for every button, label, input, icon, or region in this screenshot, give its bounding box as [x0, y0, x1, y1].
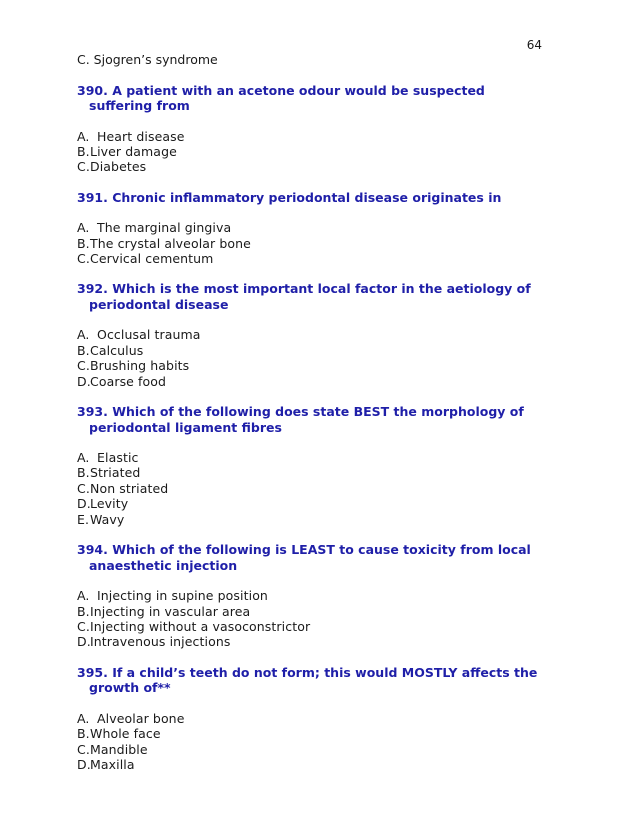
question-stem-line: 390. A patient with an acetone odour would be suspected [77, 82, 485, 98]
option-text: The crystal alveolar bone [90, 235, 251, 251]
spacer [77, 312, 547, 327]
question-block [77, 542, 547, 665]
option-text: Mandible [90, 741, 148, 757]
answer-option [77, 512, 547, 527]
answer-option [77, 726, 547, 741]
spacer [77, 114, 547, 129]
option-letter: C. [77, 251, 90, 267]
answer-option [77, 634, 547, 649]
option-text: Alveolar bone [97, 710, 185, 726]
option-letter: C. [77, 159, 90, 175]
option-letter: D. [77, 756, 91, 772]
option-letter: C. [77, 741, 90, 757]
answer-option [77, 129, 547, 144]
option-text: Occlusal trauma [97, 327, 201, 343]
option-letter: A. [77, 450, 90, 466]
leading-option: C. Sjogren’s syndrome [77, 52, 218, 67]
question-stem [77, 190, 547, 206]
spacer [77, 650, 547, 665]
questions-container [77, 83, 547, 773]
answer-option [77, 343, 547, 358]
option-text: Whole face [90, 726, 161, 742]
option-letter: A. [77, 588, 90, 604]
answer-option [77, 159, 547, 174]
answer-option [77, 358, 547, 373]
option-text: Injecting in supine position [97, 588, 268, 604]
option-letter: D. [77, 634, 91, 650]
option-letter: D. [77, 496, 91, 512]
option-letter: A. [77, 220, 90, 236]
option-letter: B. [77, 726, 90, 742]
option-letter: C. [77, 618, 90, 634]
answer-option [77, 711, 547, 726]
option-text: Brushing habits [90, 358, 190, 374]
question-stem [77, 281, 547, 312]
option-letter: B. [77, 143, 90, 159]
spacer [77, 68, 547, 83]
option-text: Maxilla [90, 756, 135, 772]
option-text: Elastic [97, 450, 139, 466]
option-text: Liver damage [90, 143, 177, 159]
question-stem [77, 665, 547, 696]
question-stem-line: periodontal ligament fibres [89, 419, 282, 435]
question-block [77, 83, 547, 190]
question-list [77, 52, 547, 772]
option-text: Coarse food [90, 373, 167, 389]
question-stem-line: periodontal disease [89, 296, 229, 312]
option-letter: A. [77, 710, 90, 726]
answer-option [77, 450, 547, 465]
option-letter: E. [77, 511, 90, 527]
question-stem-line: growth of** [89, 680, 171, 696]
option-letter: A. [77, 327, 90, 343]
answer-option [77, 604, 547, 619]
answer-option [77, 742, 547, 757]
option-text: Wavy [90, 511, 125, 527]
option-text: Heart disease [97, 128, 185, 144]
question-stem-line: 393. Which of the following does state BEST the morphology of [77, 404, 524, 420]
question-stem [77, 83, 547, 114]
option-letter: B. [77, 603, 90, 619]
spacer [77, 435, 547, 450]
answer-option [77, 588, 547, 603]
answer-option [77, 481, 547, 496]
option-text: Non striated [90, 480, 169, 496]
spacer [77, 266, 547, 281]
answer-option [77, 327, 547, 342]
option-letter: C. [77, 358, 90, 374]
question-block [77, 404, 547, 542]
question-block [77, 665, 547, 773]
question-block [77, 281, 547, 404]
answer-option [77, 465, 547, 480]
question-stem-line: 391. Chronic inflammatory periodontal disease originates in [77, 189, 502, 205]
option-text: Calculus [90, 342, 144, 358]
spacer [77, 205, 547, 220]
answer-option [77, 496, 547, 511]
question-stem-line: 395. If a child’s teeth do not form; this would MOSTLY affects the [77, 664, 538, 680]
option-letter: B. [77, 342, 90, 358]
spacer [77, 389, 547, 404]
option-letter: A. [77, 128, 90, 144]
option-letter: B. [77, 465, 90, 481]
answer-option [77, 144, 547, 159]
question-block [77, 190, 547, 282]
option-letter: B. [77, 235, 90, 251]
spacer [77, 527, 547, 542]
answer-option [77, 619, 547, 634]
option-text: Injecting without a vasoconstrictor [90, 618, 311, 634]
option-text: Injecting in vascular area [90, 603, 251, 619]
option-text: Intravenous injections [90, 634, 231, 650]
question-stem-line: 394. Which of the following is LEAST to cause toxicity from local [77, 542, 531, 558]
question-stem [77, 404, 547, 435]
question-stem [77, 542, 547, 573]
option-letter: C. [77, 480, 90, 496]
answer-option [77, 374, 547, 389]
answer-option [77, 220, 547, 235]
question-stem-line: 392. Which is the most important local factor in the aetiology of [77, 281, 531, 297]
spacer [77, 696, 547, 711]
answer-option [77, 236, 547, 251]
spacer [77, 573, 547, 588]
option-text: Striated [90, 465, 141, 481]
answer-option [77, 757, 547, 772]
option-letter: D. [77, 373, 91, 389]
page-number: 64 [526, 38, 542, 52]
question-stem-line: suffering from [89, 98, 190, 113]
answer-option [77, 251, 547, 266]
option-text: Diabetes [90, 159, 147, 175]
option-text: The marginal gingiva [97, 220, 232, 236]
spacer [77, 175, 547, 190]
option-text: Cervical cementum [90, 251, 214, 267]
option-text: Levity [90, 496, 129, 512]
question-stem-line: anaesthetic injection [89, 557, 238, 573]
